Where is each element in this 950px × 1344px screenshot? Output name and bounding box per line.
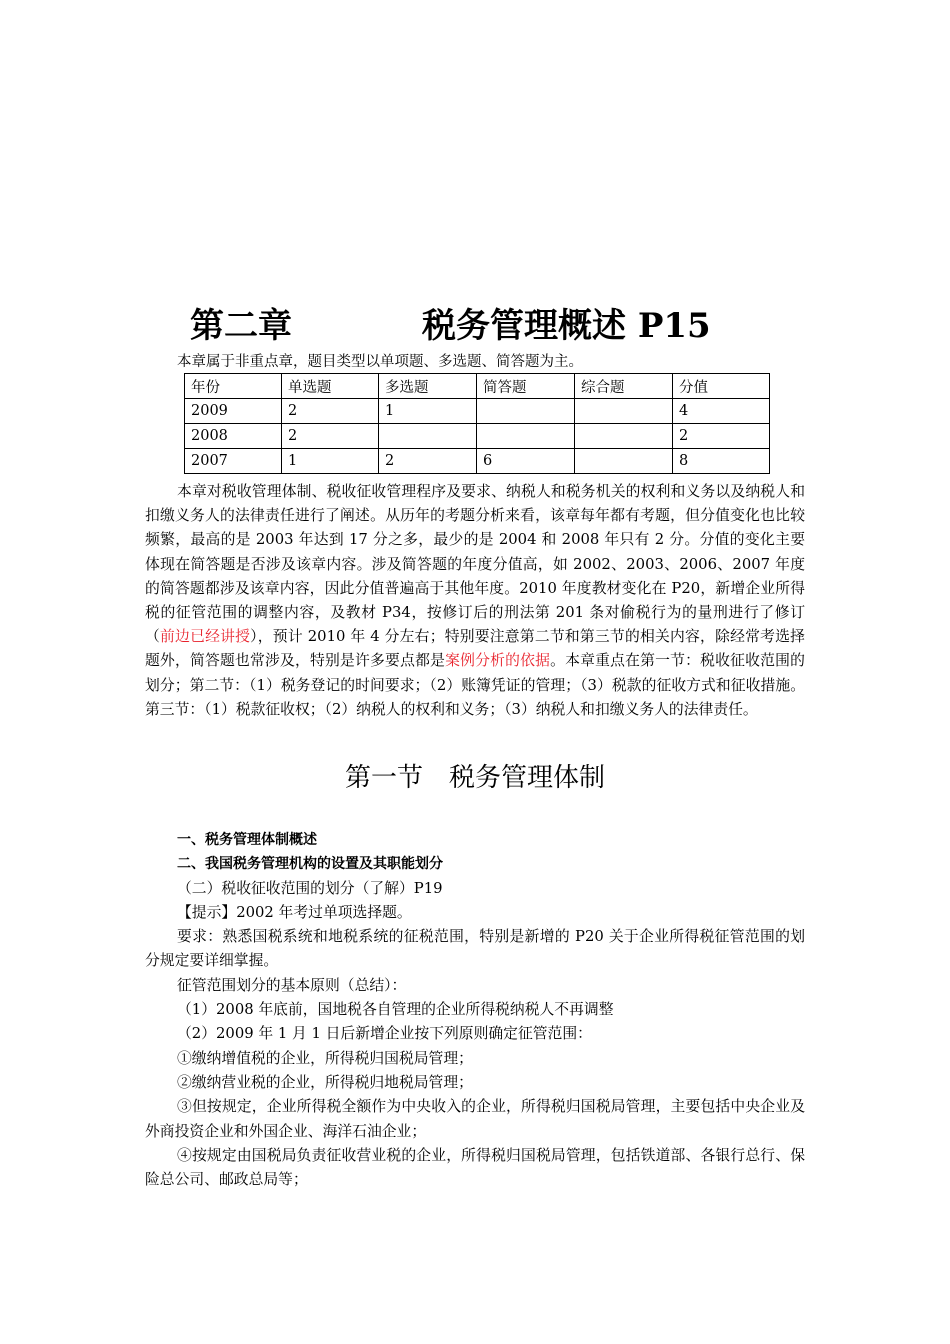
chapter-title (190, 302, 790, 350)
table-cell: 8 (673, 449, 770, 474)
list-item: ②缴纳营业税的企业，所得税归地税局管理； (177, 1073, 473, 1091)
table-cell (477, 399, 575, 424)
table-header-cell: 分值 (673, 374, 770, 399)
table-header-cell: 多选题 (379, 374, 477, 399)
table-cell: 2009 (185, 399, 282, 424)
list-item: ③但按规定，企业所得税全额作为中央收入的企业，所得税归国税局管理，主要包括中央企业及外商投资企业和外国企业、海洋石油企业； (145, 1098, 805, 1140)
table-cell (575, 424, 673, 449)
subheading: （二）税收征收范围的划分（了解）P19 (177, 879, 443, 897)
highlight-text: 案例分析的依据 (445, 652, 551, 670)
table-cell: 2 (673, 424, 770, 449)
heading-level1: 二、我国税务管理机构的设置及其职能划分 (177, 856, 443, 873)
table-cell: 6 (477, 449, 575, 474)
chapter-overview-paragraph (145, 480, 805, 722)
table-row (185, 424, 770, 449)
table-header-row (185, 374, 770, 399)
exam-score-table (184, 373, 770, 474)
requirement-paragraph: 要求：熟悉国税系统和地税系统的征税范围，特别是新增的 P20 关于企业所得税征管范围的划分规定要详细掌握。 (145, 928, 805, 970)
highlight-text: 前边已经讲授 (160, 628, 251, 646)
table-cell: 2 (379, 449, 477, 474)
table-header-cell: 单选题 (282, 374, 379, 399)
table-cell (379, 424, 477, 449)
table-cell: 2007 (185, 449, 282, 474)
table-row (185, 399, 770, 424)
overview-text: ），预计 2010 年 4 分左右；特别要注意第二节和第三节的相关内容，除经常考选择题外，简答题也常涉及，特别是许多要点都是 (145, 628, 805, 670)
table-header-cell: 年份 (185, 374, 282, 399)
table-cell: 1 (379, 399, 477, 424)
chapter-number: 第二章 (190, 306, 292, 346)
table-row (185, 449, 770, 474)
heading-level1: 一、税务管理体制概述 (177, 832, 317, 848)
overview-text: 。本章重点在第一节：税收征收范围的划分；第二节：（1）税务登记的时间要求；（2）账簿凭证的管理；（3）税款的征收方式和征收措施。第三节：（1）税款征收权；（2）纳税人的权利和义务；（3）纳税人和扣缴义务人的法律责任。 (145, 652, 805, 718)
table-header-cell: 简答题 (477, 374, 575, 399)
chapter-intro: 本章属于非重点章，题目类型以单项题、多选题、简答题为主。 (177, 354, 583, 370)
table-cell (575, 399, 673, 424)
table-header-cell: 综合题 (575, 374, 673, 399)
section-title: 第一节 税务管理体制 (344, 763, 605, 793)
table-cell: 4 (673, 399, 770, 424)
table-cell: 2 (282, 399, 379, 424)
table-cell: 2 (282, 424, 379, 449)
list-item: （1）2008 年底前，国地税各自管理的企业所得税纳税人不再调整 (177, 1001, 614, 1019)
chapter-name: 税务管理概述 P15 (422, 306, 711, 346)
principle-line: 征管范围划分的基本原则（总结）： (177, 976, 407, 994)
table-cell (575, 449, 673, 474)
table-cell: 2008 (185, 424, 282, 449)
list-item: ④按规定由国税局负责征收营业税的企业，所得税归国税局管理，包括铁道部、各银行总行、保险总公司、邮政总局等； (145, 1146, 805, 1189)
overview-text: 本章对税收管理体制、税收征收管理程序及要求、纳税人和税务机关的权利和义务以及纳税人和扣缴义务人的法律责任进行了阐述。从历年的考题分析来看，该章每年都有考题，但分值变化也比较频繁，最高的是 2003 年达到 17 分之多，最少的是 2004 和 2008 年只有 2 分。分值的变化主要体现在简答题是否涉及该章内容。涉及简答题的年度分值高，如 2002、2003、2006、2007 年度的简答题都涉及该章内容，因此分值普遍高于其他年度。2010 年度教材变化在 P20，新增企业所得税的征管范围的调整内容，及教材 P34，按修订后的刑法第 201 条对偷税行为的量刑进行了修订（ (145, 483, 805, 646)
section-content (145, 828, 805, 1192)
list-item: ①缴纳增值税的企业，所得税归国税局管理； (177, 1049, 473, 1067)
table-cell (477, 424, 575, 449)
list-item: （2）2009 年 1 月 1 日后新增企业按下列原则确定征管范围： (177, 1025, 592, 1043)
tip-line: 【提示】2002 年考过单项选择题。 (177, 903, 412, 921)
table-cell: 1 (282, 449, 379, 474)
